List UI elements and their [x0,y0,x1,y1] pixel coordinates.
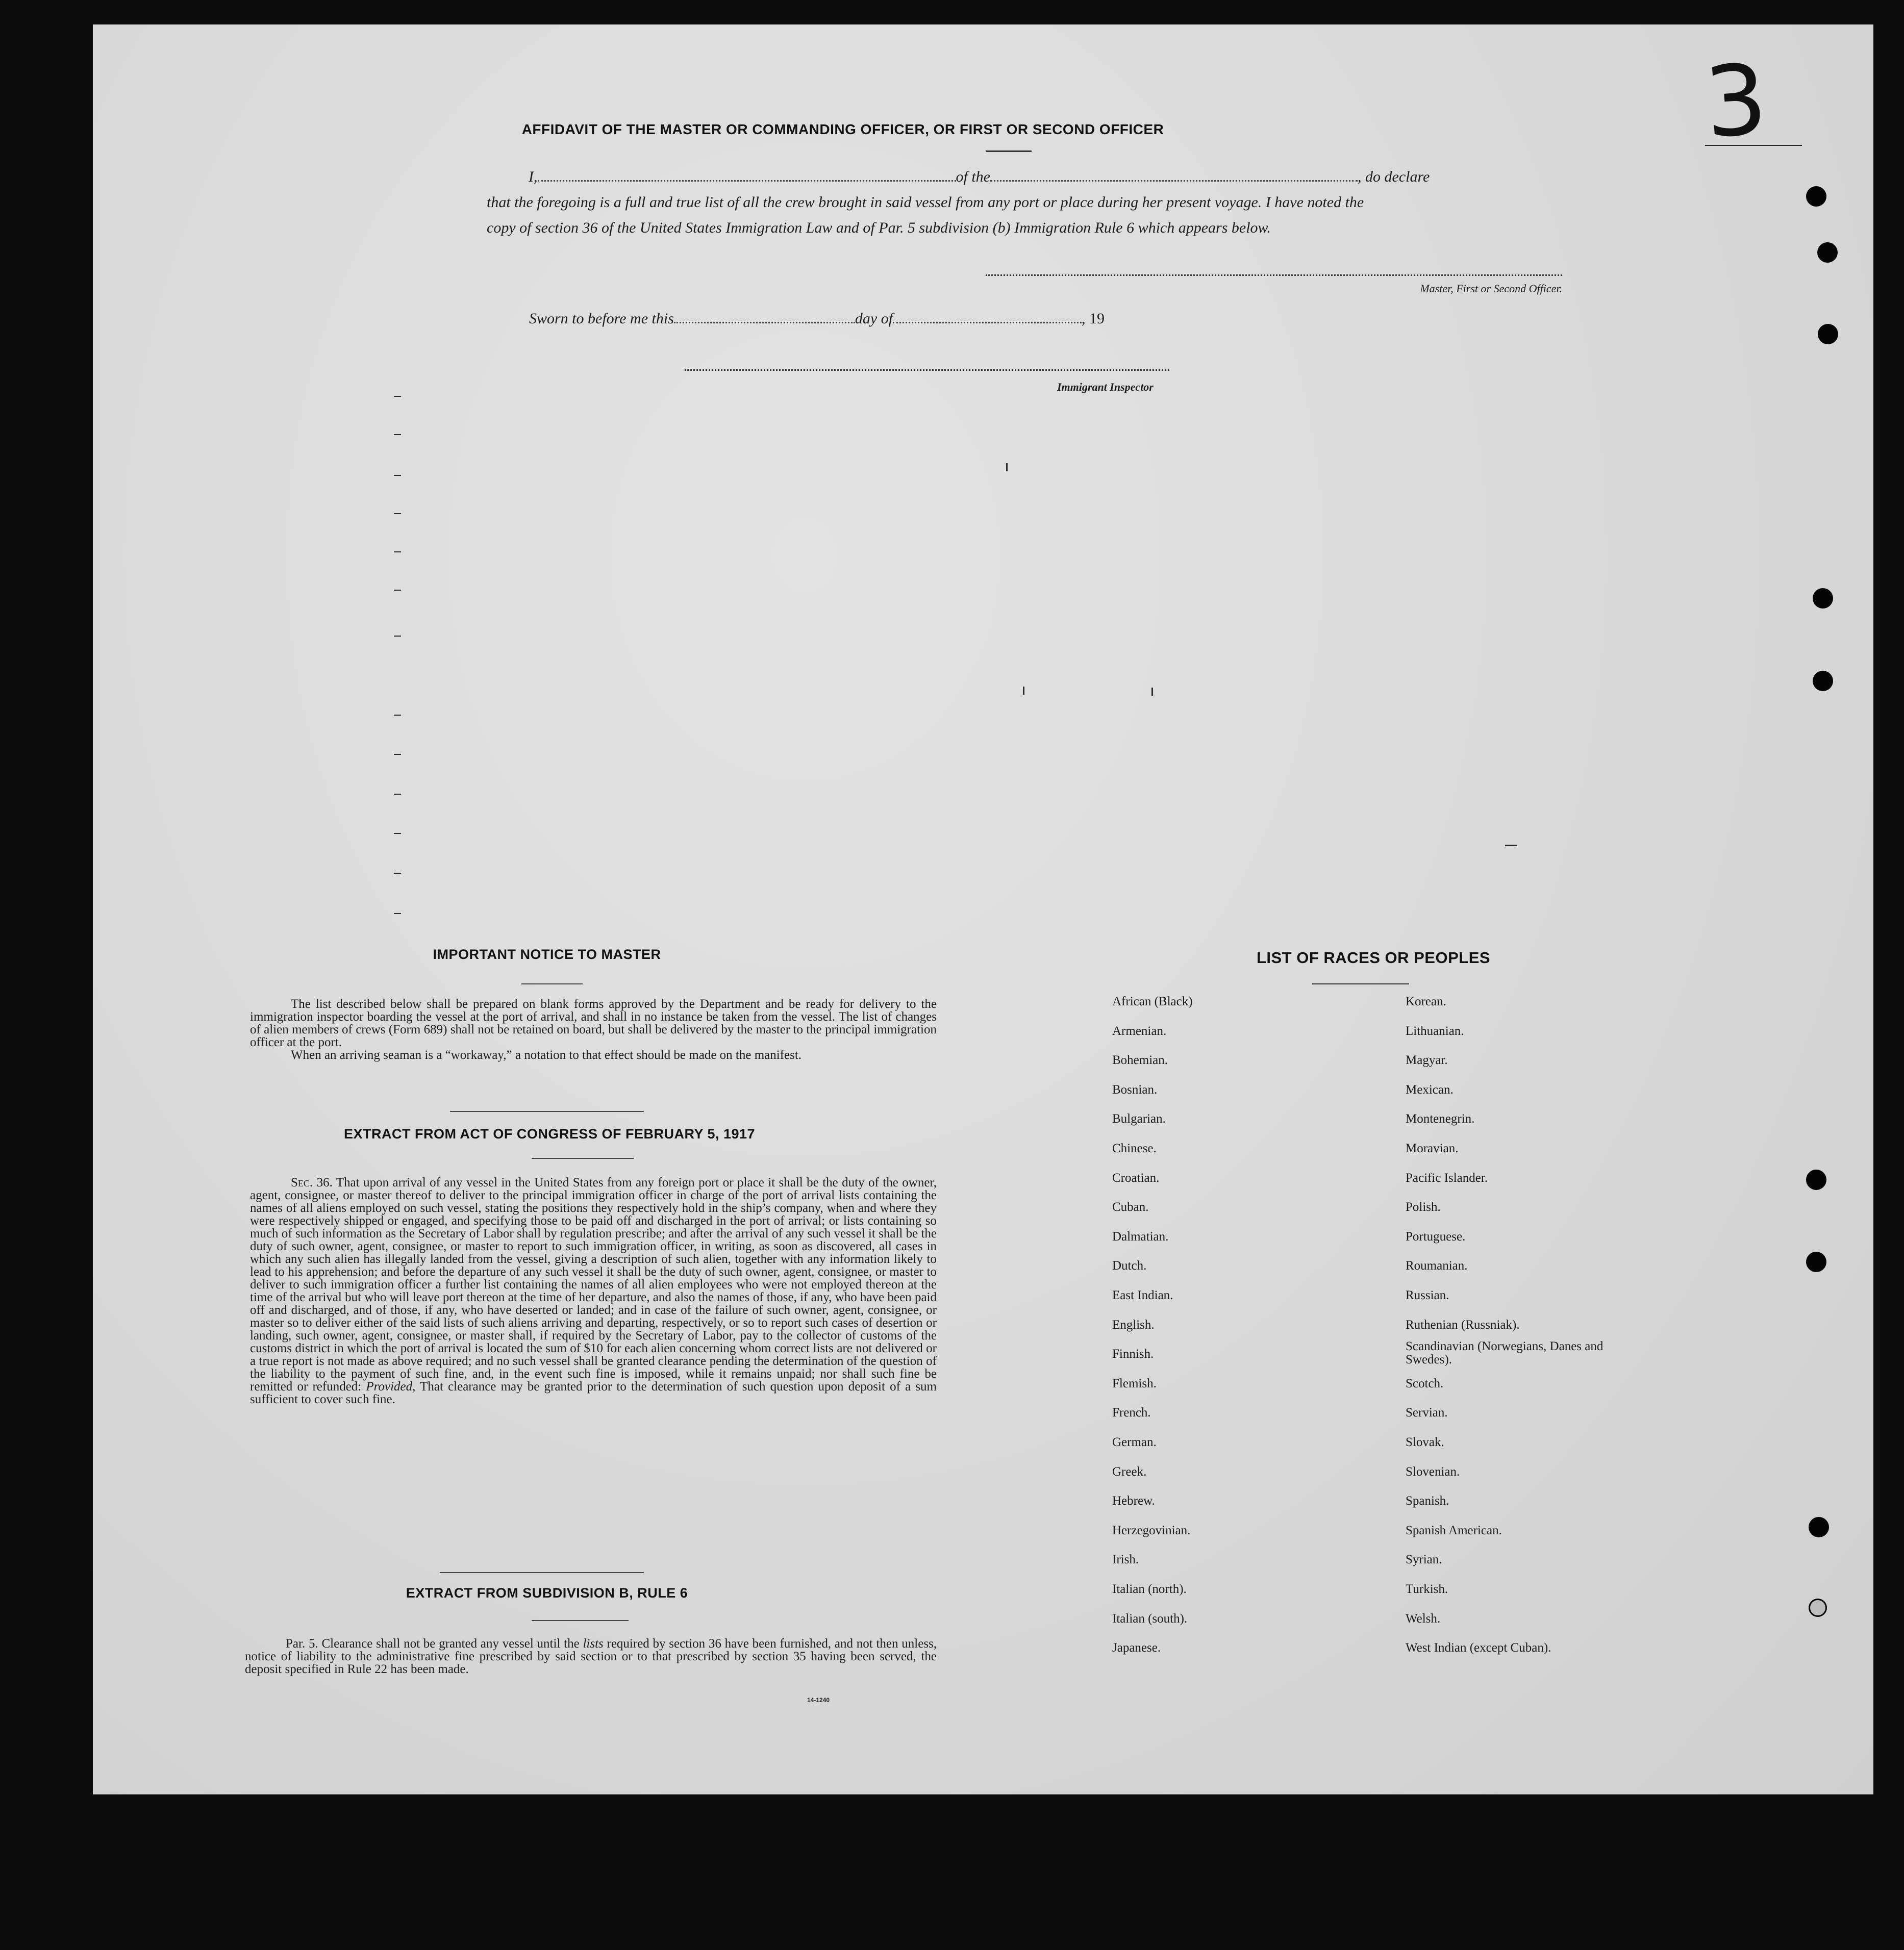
margin-mark [394,475,401,476]
act-divider [440,1572,644,1573]
race-item: Magyar. [1406,1053,1448,1067]
inspector-caption: Immigrant Inspector [1057,381,1154,393]
race-item: Mexican. [1406,1083,1454,1097]
race-item: Ruthenian (Russniak). [1406,1318,1520,1332]
binder-hole [1818,324,1838,344]
race-item: Lithuanian. [1406,1024,1464,1038]
margin-mark [1505,845,1517,846]
sec-36-text: That upon arrival of any vessel in the United States from any foreign port or place it shall be the duty of the owner, agent, consignee, or master thereof to deliver to the principal immigration officer in charge of the port of arrival lists containing the names of all aliens employed on such vessel, stating the positions they respectively hold in the ship’s company, when and where they were respectively shipped or engaged, and specifying those to be paid off and discharged in the port of arrival; or lists containing so much of such information as the Secretary of Labor shall by regulation prescribe; and after the arrival of any such vessel it shall be the duty of such owner, agent, consignee, or master to report to such immigration officer, in writing, as soon as discovered, all cases in which any such alien has illegally landed from the vessel, giving a description of such alien, together with any information likely to lead to his apprehension; and before the departure of any such vessel it shall be the duty of such owner, agent, consignee, or master to deliver to such immigration officer a further list containing the names of all alien employees who were not employed thereon at the time of the arrival but who will leave port thereon at the time of her departure, and also the names of those, if any, who have been paid off and discharged, and of those, if any, who have deserted or landed; and in case of the failure of such owner, agent, consignee, or master so to deliver either of the said lists of such aliens arriving and departing, respectively, or so to report such cases of desertion or landing, such owner, agent, consignee, or master shall, if required by the Secretary of Labor, pay to the collector of customs of the customs district in which the port of arrival is located the sum of $10 for each alien concerning whom correct lists are not delivered or a true report is not made as above required; and no such vessel shall be granted clearance pending the determination of the question of the liability to the payment of such fine, and, in the event such fine is imposed, while it remains unpaid; nor shall such fine be remitted or refunded: [250,1176,937,1394]
margin-mark [1151,688,1153,696]
margin-mark [394,794,401,795]
race-item: West Indian (except Cuban). [1406,1641,1551,1655]
margin-mark [394,434,401,435]
race-item: Korean. [1406,995,1446,1008]
margin-mark [394,513,401,514]
affidavit-line-1 [529,168,1569,186]
margin-mark [394,396,401,397]
page-number-stroke [1705,145,1802,146]
binder-hole [1806,1170,1826,1190]
do-declare-label: , do declare [1358,168,1430,185]
race-item: Syrian. [1406,1553,1442,1566]
race-item: Dalmatian. [1112,1230,1169,1244]
document-page [93,24,1873,1794]
race-item: Cuban. [1112,1200,1149,1214]
par-5-paragraph [245,1637,937,1676]
handwritten-page-number: 3 [1701,43,1771,160]
race-item: Japanese. [1112,1641,1161,1655]
master-name-field[interactable] [538,180,956,182]
race-item: Portuguese. [1406,1230,1466,1244]
margin-mark [394,551,401,552]
of-the-label: of the [956,168,990,185]
race-item: Irish. [1112,1553,1139,1566]
race-item: African (Black) [1112,995,1193,1008]
rule-title-rule [532,1620,629,1621]
race-item: German. [1112,1435,1157,1449]
affidavit-i-label: I, [529,168,538,185]
race-item: Hebrew. [1112,1494,1155,1508]
par-5-text-b: required by section 36 have been furnished, and not then unless, notice of liability to the administrative fine prescribed by said section or to that prescribed by section 35 having been served, the deposit specified in Rule 22 has been made. [245,1637,937,1676]
sworn-month-field[interactable] [893,322,1082,323]
race-item: Montenegrin. [1406,1112,1475,1126]
binder-hole [1813,588,1833,609]
sec-36-paragraph [250,1176,937,1406]
notice-paragraph-1: The list described below shall be prepared on blank forms approved by the Department and be ready for delivery to the immigration inspector boarding the vessel at the port of arrival, and shall in no instance be taken from the vessel. The list of changes of alien members of crews (Form 689) shall not be retained on board, but shall be delivered by the master to the principal immigration officer at the port. [250,997,937,1049]
race-item: Greek. [1112,1465,1147,1479]
margin-mark [394,636,401,637]
race-item: French. [1112,1406,1151,1420]
notice-body [250,998,937,1061]
race-item: Italian (north). [1112,1582,1187,1596]
sec-label: Sec. 36. [291,1176,333,1189]
margin-mark [394,913,401,914]
binder-hole [1817,242,1838,263]
race-item: English. [1112,1318,1155,1332]
binder-hole [1806,1252,1826,1272]
race-item: Russian. [1406,1288,1449,1302]
lists-word: lists [583,1637,604,1651]
race-item: Scandinavian (Norwegians, Danes and Swedes). [1406,1339,1604,1366]
binder-hole [1809,1517,1829,1537]
par-5-text-a: Par. 5. Clearance shall not be granted any vessel until the [286,1637,580,1651]
margin-mark [394,754,401,755]
race-item: Armenian. [1112,1024,1167,1038]
provided-word: Provided, [366,1380,416,1394]
race-item: Polish. [1406,1200,1441,1214]
race-item: Pacific Islander. [1406,1171,1488,1185]
form-number: 14-1240 [807,1696,830,1704]
margin-mark [394,590,401,591]
race-item: Finnish. [1112,1347,1154,1361]
race-item: Welsh. [1406,1612,1441,1626]
act-title-rule [532,1158,634,1159]
rule-extract-title: EXTRACT FROM SUBDIVISION B, RULE 6 [406,1585,688,1601]
race-item: Turkish. [1406,1582,1448,1596]
sworn-prefix: Sworn to before me this [529,310,674,327]
margin-mark [1006,463,1008,471]
race-item: Slovak. [1406,1435,1444,1449]
title-underline [986,150,1032,152]
notice-divider [450,1111,644,1112]
race-item: Bulgarian. [1112,1112,1166,1126]
race-item: Spanish American. [1406,1524,1502,1537]
signature-line[interactable] [986,274,1562,276]
race-item: Flemish. [1112,1377,1157,1390]
affidavit-line-3: copy of section 36 of the United States Immigration Law and of Par. 5 subdivision (b) Immigration Rule 6 which appears below. [487,219,1271,236]
notice-title-rule [521,983,583,984]
act-extract-title: EXTRACT FROM ACT OF CONGRESS OF FEBRUARY 5, 1917 [343,1126,756,1142]
race-item: Moravian. [1406,1142,1459,1155]
margin-mark [1023,687,1024,695]
margin-mark [394,873,401,874]
binder-hole [1806,186,1826,207]
sworn-line [529,310,1105,327]
races-title: LIST OF RACES OR PEOPLES [1256,949,1491,967]
affidavit-line-2: that the foregoing is a full and true list of all the crew brought in said vessel from any port or place during her present voyage. I have noted the [487,194,1364,211]
signature-caption: Master, First or Second Officer. [1420,282,1562,295]
race-item: Croatian. [1112,1171,1160,1185]
binder-hole [1809,1599,1827,1617]
act-extract-body [250,1176,937,1406]
race-item: Roumanian. [1406,1259,1468,1273]
notice-title: IMPORTANT NOTICE TO MASTER [433,947,661,962]
race-item: Bosnian. [1112,1083,1158,1097]
margin-mark [394,715,401,716]
races-title-rule [1312,983,1409,984]
notice-paragraph-2: When an arriving seaman is a “workaway,” a notation to that effect should be made on the manifest. [291,1048,802,1062]
race-item: Italian (south). [1112,1612,1188,1626]
race-item: Slovenian. [1406,1465,1460,1479]
race-item: Chinese. [1112,1142,1157,1155]
day-of-label: day of [855,310,893,327]
race-item: Servian. [1406,1406,1448,1420]
race-item: Spanish. [1406,1494,1449,1508]
margin-mark [394,833,401,834]
sec-36-text-end: That clearance may be granted prior to the determination of such question upon deposit of a sum sufficient to cover such fine. [250,1380,937,1406]
rule-extract-body [245,1637,937,1676]
affidavit-title: AFFIDAVIT OF THE MASTER OR COMMANDING OFFICER, OR FIRST OR SECOND OFFICER [521,121,1164,137]
sworn-day-field[interactable] [674,322,855,323]
race-item: Bohemian. [1112,1053,1168,1067]
year-label: , 19 [1082,310,1105,327]
race-item: Dutch. [1112,1259,1147,1273]
race-item: East Indian. [1112,1288,1173,1302]
race-item: Herzegovinian. [1112,1524,1191,1537]
race-item: Scotch. [1406,1377,1444,1390]
binder-hole [1813,671,1833,691]
inspector-signature-line[interactable] [685,369,1169,371]
vessel-name-field[interactable] [990,180,1358,182]
